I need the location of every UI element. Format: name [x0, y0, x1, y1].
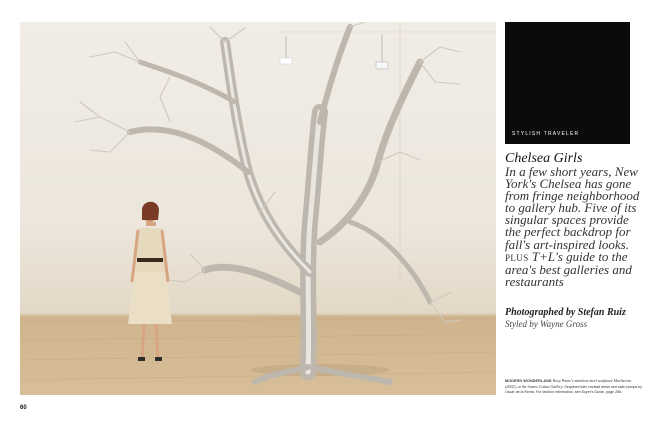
dek-tail-text: T+L's guide to the area's best galleries and restaurants — [505, 248, 632, 289]
article-dek — [505, 166, 643, 288]
caption-line2: Sequined tulle cocktail dress and satin pumps by Oscar de la Renta. For fashion information, see Buyer's Guide, page 256. — [505, 385, 643, 394]
article-headline: Chelsea Girls — [505, 151, 583, 166]
dek-main-text: In a few short years, New York's Chelsea has gone from fringe neighborhood to gallery hub. Five of its singular spaces provide the perfect backdrop for fall's art-inspired looks. — [505, 164, 640, 252]
sculpture-scene-illustration — [20, 22, 496, 395]
caption-title: MODERN WONDERLAND — [505, 379, 552, 383]
photographer-credit: Photographed by Stefan Ruiz — [505, 307, 626, 318]
stylist-credit: Styled by Wayne Gross — [505, 319, 588, 329]
model-figure — [128, 202, 172, 361]
caption-line1: Roxy Paine's stainless-steel sculpture Maelstrom (2002), at the James Cohan Gallery. — [505, 378, 631, 389]
feature-photo — [20, 22, 496, 395]
dek-plus-label: PLUS — [505, 252, 529, 263]
section-label: STYLISH TRAVELER — [512, 131, 580, 137]
section-header-block — [505, 22, 630, 144]
photo-caption — [505, 378, 643, 395]
page-number: 60 — [20, 405, 27, 411]
